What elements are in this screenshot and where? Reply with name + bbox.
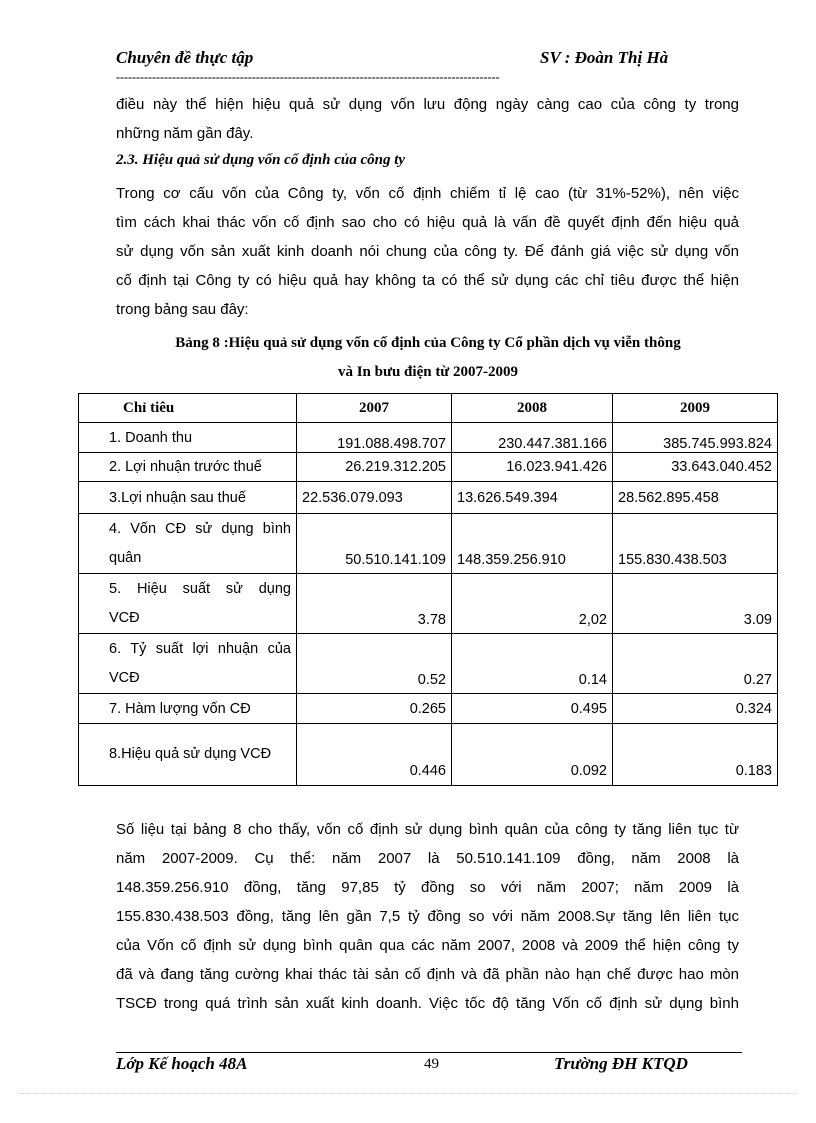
row-label: 1. Doanh thu: [79, 423, 297, 453]
cell-2008: 148.359.256.910: [452, 514, 613, 574]
cell-2009: 0.324: [613, 694, 778, 724]
row-label-line: 4. Vốn CĐ sử dụng bình: [109, 520, 291, 537]
paragraph-2: [116, 815, 739, 1018]
row-label-line: 5. Hiệu suất sử dụng: [109, 580, 291, 597]
cell-2009: 0.27: [613, 634, 778, 694]
row-label-line: VCĐ: [109, 669, 140, 686]
row-label: 7. Hàm lượng vốn CĐ: [79, 694, 297, 724]
text-line: tìm cách khai thác vốn cố định sao cho có hiệu quả là vấn đề quyết định đến hiệu quả: [116, 214, 739, 231]
cell-2008: 0.14: [452, 634, 613, 694]
page-number: 49: [424, 1056, 439, 1072]
page-bottom-dotted-rule: [20, 1093, 796, 1094]
cell-2007: 50.510.141.109: [297, 514, 452, 574]
cell-2009: 155.830.438.503: [613, 514, 778, 574]
text-line: trong bảng sau đây:: [116, 301, 249, 318]
table-row: [79, 724, 778, 786]
cell-2007: 191.088.498.707: [297, 423, 452, 453]
row-label-line: 6. Tỷ suất lợi nhuận của: [109, 640, 291, 657]
text-line: 155.830.438.503 đồng, tăng lên gần 7,5 tỷ đồng so với năm 2008.Sự tăng lên liên tục: [116, 908, 739, 925]
text-line: những năm gần đây.: [116, 125, 254, 142]
row-label: [79, 574, 297, 634]
table-row: [79, 453, 778, 482]
cell-2007: 0.446: [297, 724, 452, 786]
fixed-capital-table: [78, 393, 778, 786]
footer-class: Lớp Kế hoạch 48A: [116, 1054, 248, 1073]
section-heading: 2.3. Hiệu quả sử dụng vốn cố định của công ty: [116, 152, 406, 168]
cell-2009: 3.09: [613, 574, 778, 634]
text-line: năm 2007-2009. Cụ thể: năm 2007 là 50.510.141.109 đồng, năm 2008 là: [116, 850, 739, 867]
cell-2009: 33.643.040.452: [613, 453, 778, 482]
row-label-line: quân: [109, 549, 142, 566]
cell-2008: 2,02: [452, 574, 613, 634]
header-student-name: SV : Đoàn Thị Hà: [540, 48, 669, 67]
table-row: [79, 634, 778, 694]
table-row: [79, 574, 778, 634]
row-label: [79, 514, 297, 574]
cell-2008: 0.092: [452, 724, 613, 786]
cell-2009: 28.562.895.458: [613, 482, 778, 514]
cell-2007: 22.536.079.093: [297, 482, 452, 514]
row-label: 2. Lợi nhuận trước thuế: [79, 453, 297, 482]
row-label-line: VCĐ: [109, 609, 140, 626]
table-header-row: [79, 394, 778, 423]
row-label: 3.Lợi nhuận sau thuế: [79, 482, 297, 514]
text-line: TSCĐ trong quá trình sản xuất kinh doanh. Việc tốc độ tăng Vốn cố định sử dụng bình: [116, 995, 739, 1012]
text-line: của Vốn cố định sử dụng bình quân qua các năm 2007, 2008 và 2009 thể hiện công ty: [116, 937, 739, 954]
cell-2008: 0.495: [452, 694, 613, 724]
footer-rule: [116, 1052, 742, 1053]
text-line: điều này thể hiện hiệu quả sử dụng vốn lưu động ngày càng cao của công ty trong: [116, 96, 739, 113]
column-header: Chỉ tiêu: [79, 394, 297, 423]
text-line: Trong cơ cấu vốn của Công ty, vốn cố định chiếm tỉ lệ cao (từ 31%-52%), nên việc: [116, 185, 739, 202]
text-line: 148.359.256.910 đồng, tăng 97,85 tỷ đồng so với năm 2007; năm 2009 là: [116, 879, 739, 896]
row-label: 8.Hiệu quả sử dụng VCĐ: [79, 724, 297, 786]
cell-2009: 0.183: [613, 724, 778, 786]
table-row: [79, 423, 778, 453]
row-label: [79, 634, 297, 694]
paragraph-1: [116, 179, 739, 324]
table-row: [79, 482, 778, 514]
column-header: 2008: [452, 394, 613, 423]
table-row: [79, 514, 778, 574]
table-row: [79, 694, 778, 724]
cell-2007: 0.265: [297, 694, 452, 724]
column-header: 2009: [613, 394, 778, 423]
text-line: cố định tại Công ty có hiệu quả hay không ta có thể sử dụng các chỉ tiêu được thể hiện: [116, 272, 739, 289]
cell-2007: 26.219.312.205: [297, 453, 452, 482]
footer-school: Trường ĐH KTQD: [554, 1054, 688, 1073]
table-caption-line1: Bảng 8 :Hiệu quả sử dụng vốn cố định của Công ty Cổ phần dịch vụ viễn thông: [175, 335, 681, 351]
page-footer: [116, 1054, 742, 1078]
cell-2008: 13.626.549.394: [452, 482, 613, 514]
cell-2007: 0.52: [297, 634, 452, 694]
header-course-title: Chuyên đề thực tập: [116, 48, 254, 67]
intro-paragraph: [116, 90, 739, 148]
table-caption-line2: và In bưu điện từ 2007-2009: [337, 364, 519, 380]
text-line: đã và đang tăng cường khai thác tài sản cố định và đã phần nào hạn chế được hao mòn: [116, 966, 739, 983]
cell-2007: 3.78: [297, 574, 452, 634]
text-line: Số liệu tại bảng 8 cho thấy, vốn cố định sử dụng bình quân của công ty tăng liên tục từ: [116, 821, 739, 838]
cell-2009: 385.745.993.824: [613, 423, 778, 453]
header-separator: ------------------------------------------------------------------------------------------------: [116, 70, 500, 82]
cell-2008: 230.447.381.166: [452, 423, 613, 453]
text-line: sử dụng vốn sản xuất kinh doanh nói chung của công ty. Để đánh giá việc sử dụng vốn: [116, 243, 739, 260]
column-header: 2007: [297, 394, 452, 423]
cell-2008: 16.023.941.426: [452, 453, 613, 482]
